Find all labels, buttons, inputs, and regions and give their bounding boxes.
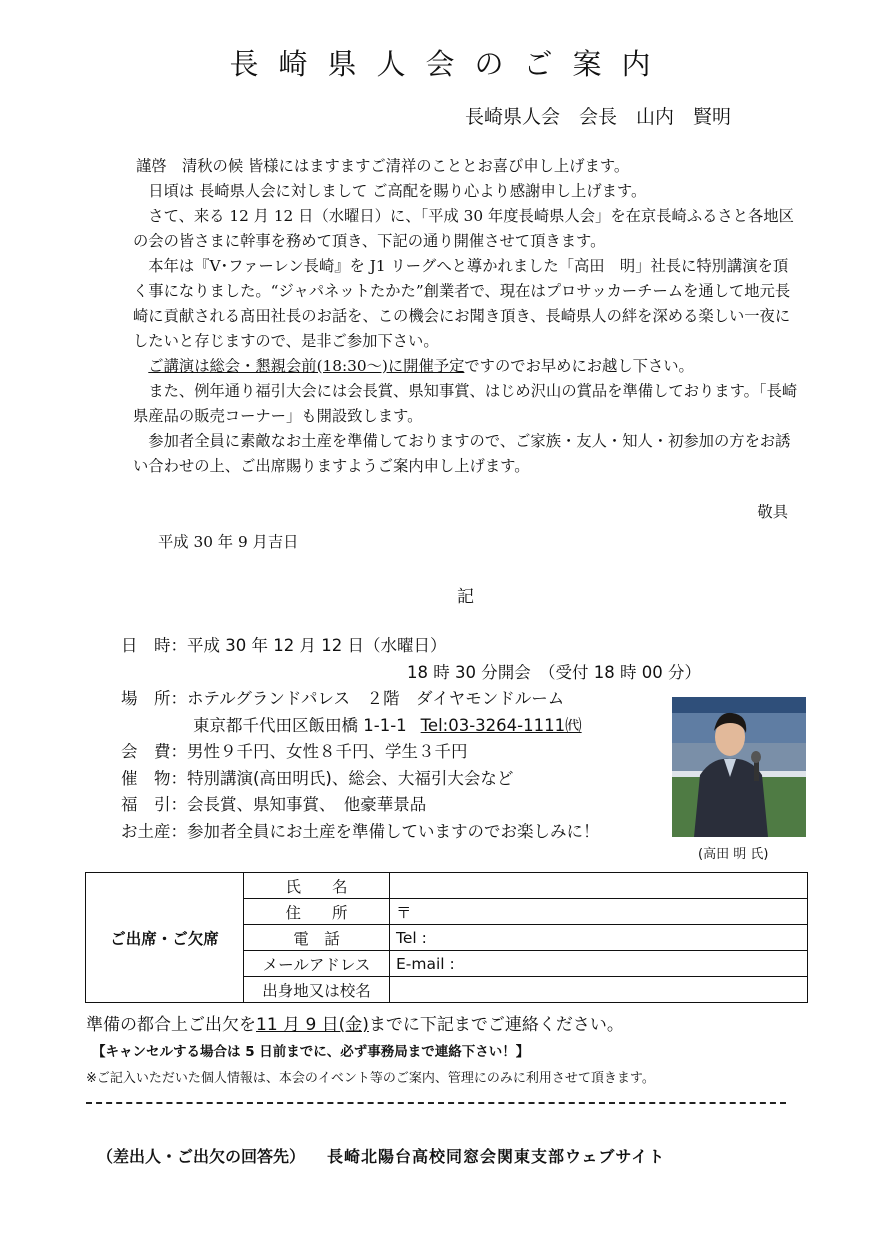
place-tel: Tel:03-3264-1111㈹ — [420, 715, 582, 735]
origin-label: 出身地又は校名 — [244, 977, 390, 1003]
name-field[interactable] — [390, 873, 808, 899]
notice-deadline: 11 月 9 日(金) — [256, 1015, 369, 1035]
event-value: 特別講演(高田明氏)、総会、大福引大会など — [187, 768, 514, 788]
ki-heading: 記 — [457, 587, 474, 607]
attendance-form — [85, 872, 808, 1003]
name-label: 氏 名 — [244, 873, 390, 899]
phone-label: 電 話 — [244, 925, 390, 951]
letter-body — [133, 154, 803, 479]
letter-date: 平成 30 年 9 月吉日 — [158, 533, 299, 551]
gift-label: お土産： — [121, 821, 187, 841]
lottery-value: 会長賞、県知事賞、 他豪華景品 — [187, 795, 427, 814]
lecture-time-underlined: ご講演は総会・懇親会前(18:30～)に開催予定 — [148, 357, 465, 375]
datetime-value-2: 18 時 30 分開会 （受付 18 時 00 分） — [407, 662, 701, 682]
sender-line: 長崎県人会 会長 山内 賢明 — [465, 106, 732, 128]
gift-value: 参加者全員にお土産を準備していますのでお楽しみに！ — [187, 821, 600, 841]
fee-value: 男性９千円、女性８千円、学生３千円 — [187, 742, 468, 761]
page-title: 長崎県人会のご案内 — [229, 47, 671, 81]
deadline-notice — [86, 1010, 624, 1035]
place-value: ホテルグランドパレス ２階 ダイヤモンドルーム — [187, 689, 565, 708]
address-label: 住 所 — [244, 899, 390, 925]
datetime-value: 平成 30 年 12 月 12 日（水曜日） — [187, 636, 447, 655]
phone-field[interactable]: Tel : — [390, 925, 808, 951]
lecture-time-paragraph — [133, 354, 803, 379]
thanks-paragraph: 日頃は 長崎県人会に対しまして ご高配を賜り心より感謝申し上げます。 — [148, 182, 647, 200]
footer-label: （差出人・ご出欠の回答先） — [97, 1147, 306, 1166]
address-field[interactable]: 〒 — [390, 899, 808, 925]
fee-label: 会 費： — [121, 742, 187, 761]
lottery-paragraph: また、例年通り福引大会には会長賞、県知事賞、はじめ沢山の賞品を準備しております。「長崎県産品の販売コーナー」も開設致します。 — [133, 382, 798, 425]
event-row — [121, 766, 681, 793]
footer — [97, 1144, 665, 1167]
closing-word: 敬具 — [757, 503, 788, 521]
privacy-note: ※ご記入いただいた個人情報は、本会のイベント等のご案内、管理にのみに利用させて頂きます。 — [86, 1071, 655, 1086]
event-label: 催 物： — [121, 768, 187, 788]
event-details — [121, 633, 701, 845]
datetime-row — [121, 633, 681, 660]
attendance-label[interactable]: ご出席・ご欠席 — [86, 873, 244, 1003]
notice-before: 準備の都合上ご出欠を — [86, 1015, 256, 1035]
lecture-time-rest: ですのでお早めにお越し下さい。 — [464, 357, 694, 375]
footer-org-link[interactable]: 長崎北陽台高校同窓会関東支部ウェブサイト — [327, 1147, 666, 1166]
place-address: 東京都千代田区飯田橋 1-1-1 — [193, 715, 407, 735]
event-paragraph: さて、来る 12 月 12 日（水曜日）に、「平成 30 年度長崎県人会」を在京長崎ふるさと各地区の会の皆さまに幹事を務めて頂き、下記の通り開催させて頂きます。 — [133, 207, 794, 250]
invitation-paragraph: 参加者全員に素敵なお土産を準備しておりますので、ご家族・友人・知人・初参加の方をお誘い合わせの上、ご出席賜りますようご案内申し上げます。 — [133, 432, 791, 475]
gift-row — [121, 819, 681, 846]
datetime-label: 日 時： — [121, 636, 187, 655]
speaker-photo — [672, 697, 806, 837]
place-row — [121, 686, 681, 713]
place-label: 場 所： — [121, 689, 187, 708]
email-label: メールアドレス — [244, 951, 390, 977]
lecture-paragraph: 本年は『V･ファーレン長崎』を J1 リーグへと導かれました「高田 明」社長に特別講演を頂く事になりました。“ジャパネットたかた”創業者で、現在はプロサッカーチームを通して地元長崎に貢献される髙田社長のお話を、この機会にお聞き頂き、長崎県人の絆を深める楽しい一夜にしたいと存じますので、是非ご参加下さい。 — [133, 257, 791, 350]
notice-after: までに下記までご連絡ください。 — [368, 1015, 624, 1035]
lottery-row — [121, 792, 681, 819]
cut-line-divider — [86, 1102, 786, 1104]
lottery-label: 福 引： — [121, 795, 187, 814]
photo-caption: (高田 明 氏) — [698, 847, 769, 862]
cancel-note: 【キャンセルする場合は 5 日前までに、必ず事務局まで連絡下さい！】 — [92, 1044, 530, 1060]
greeting-paragraph: 謹啓 清秋の候 皆様にはますますご清祥のこととお喜び申し上げます。 — [136, 157, 630, 175]
origin-field[interactable] — [390, 977, 808, 1003]
fee-row — [121, 739, 681, 766]
address-row — [121, 713, 681, 740]
datetime-row-2 — [121, 660, 701, 687]
email-field[interactable]: E-mail : — [390, 951, 808, 977]
